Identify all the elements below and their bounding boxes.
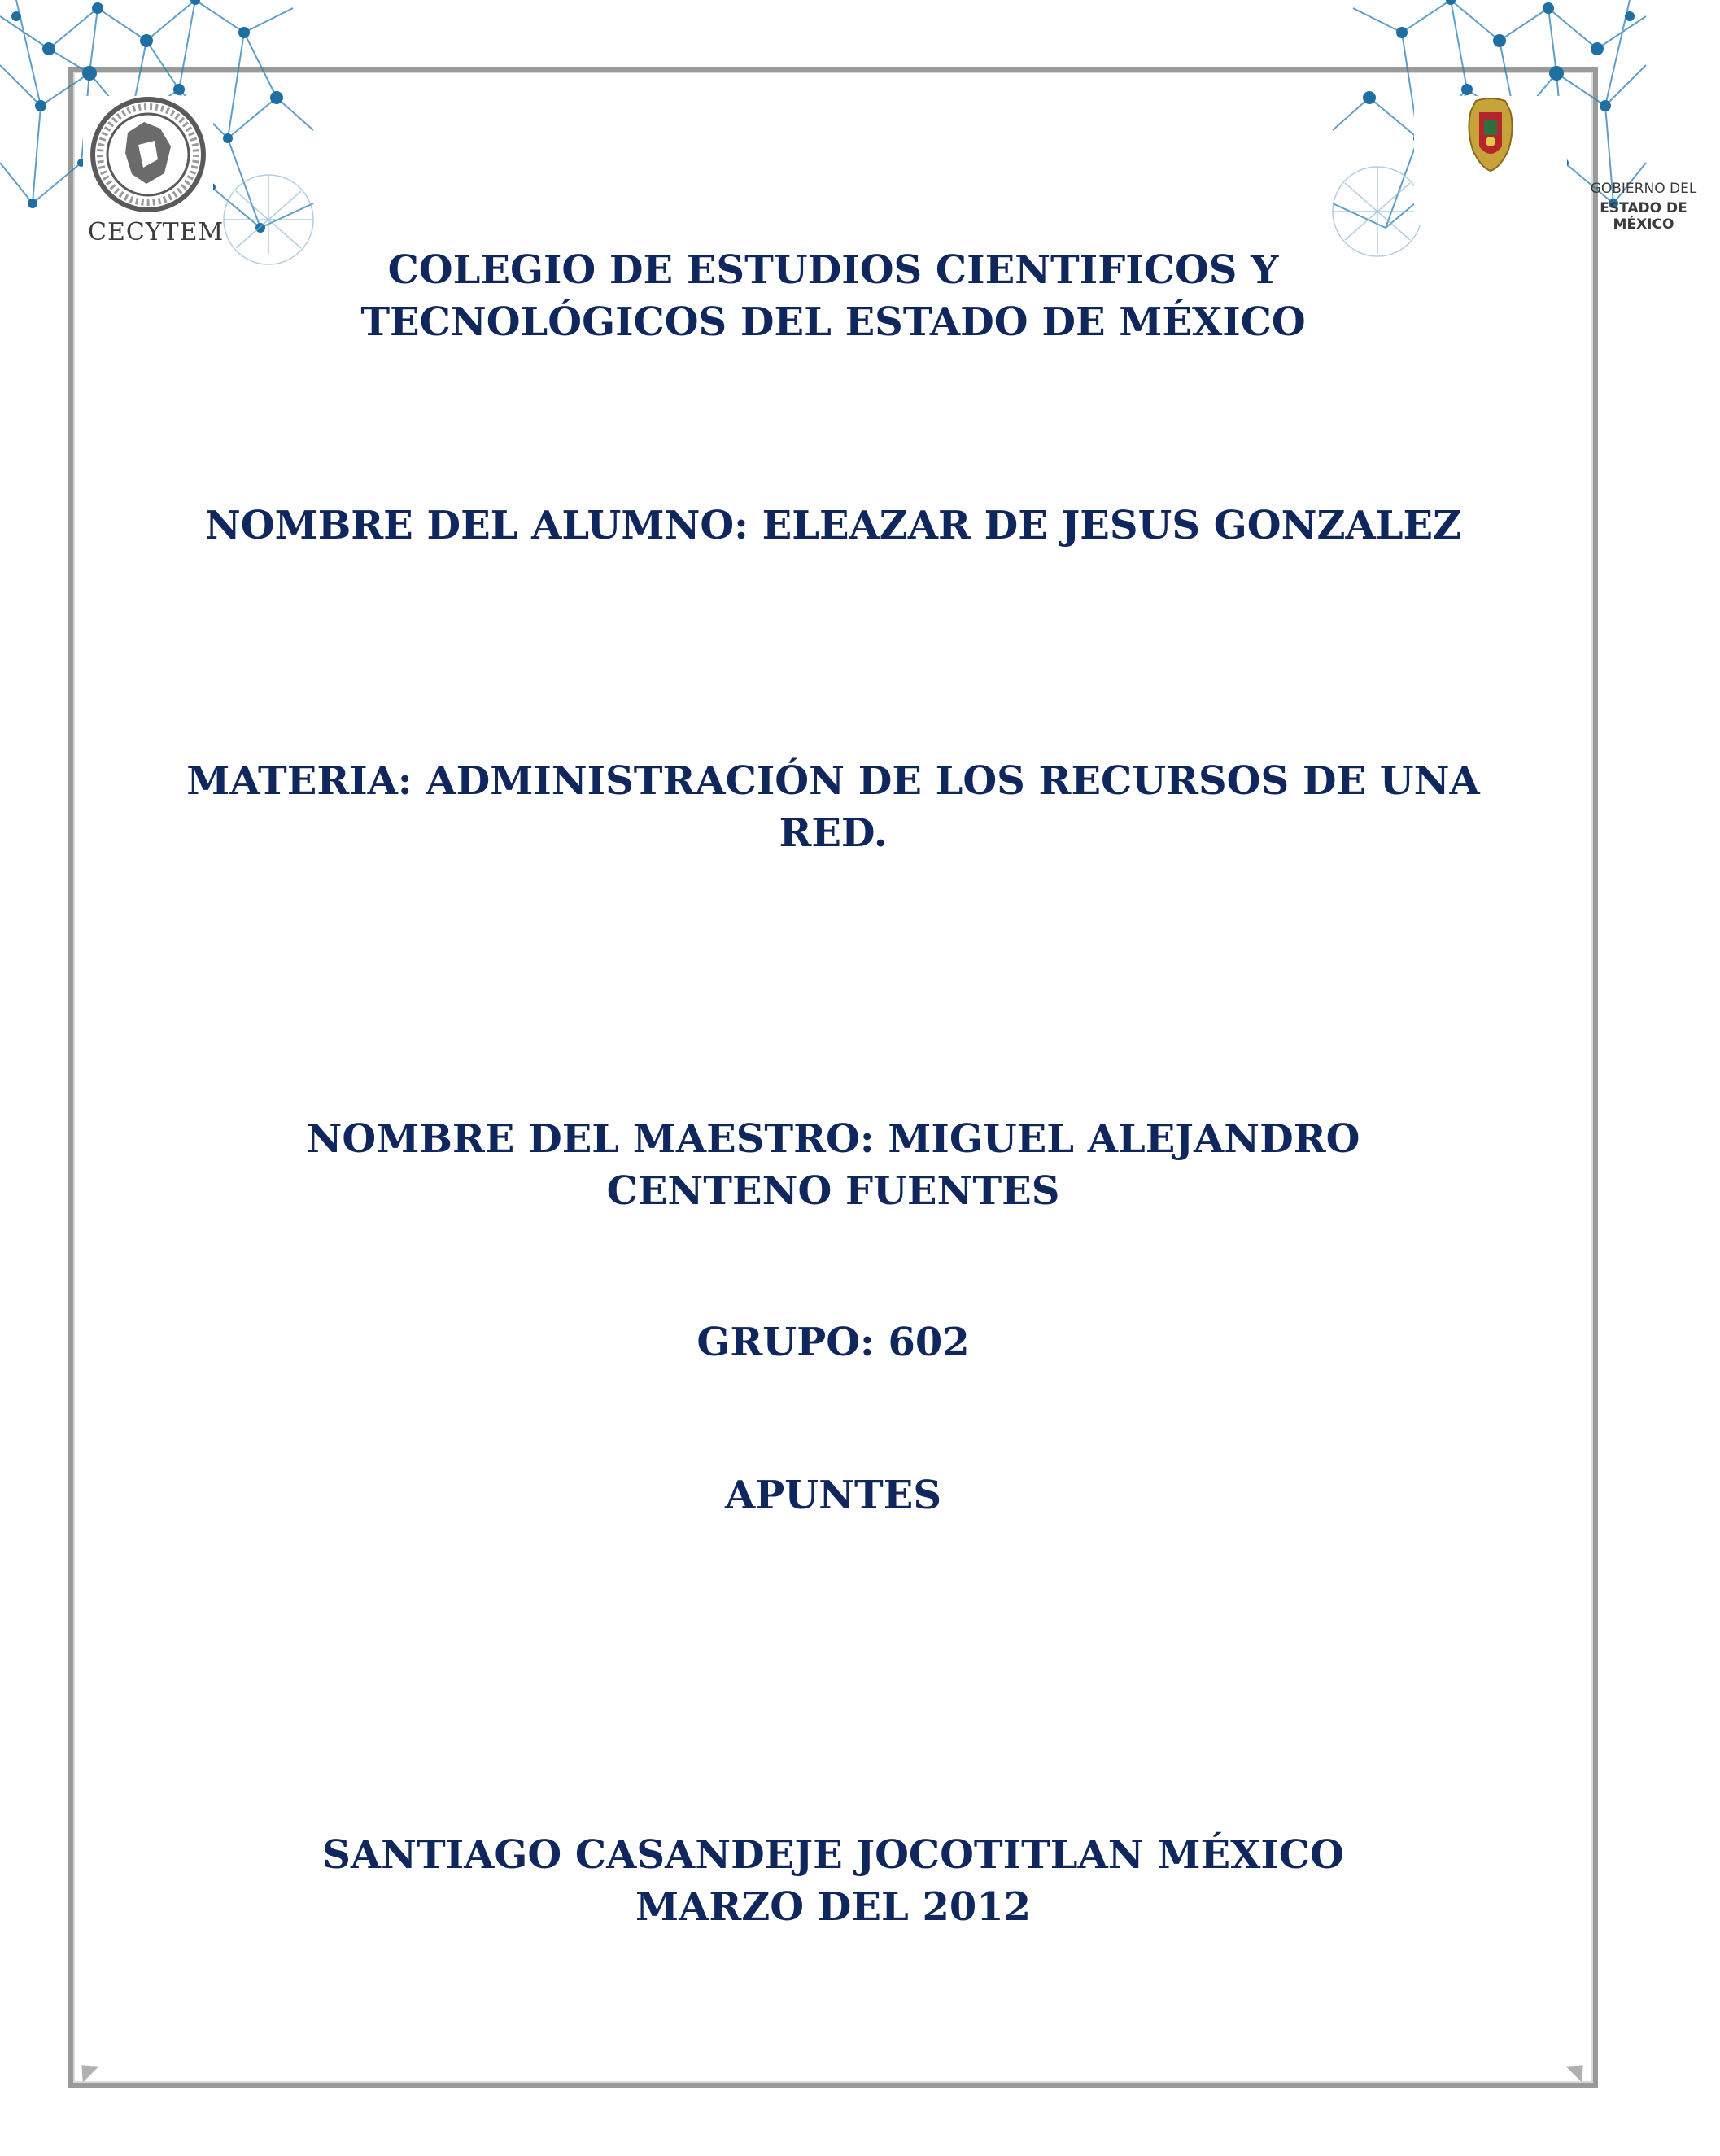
cecytem-logo-icon <box>83 96 213 218</box>
institution-line-1: COLEGIO DE ESTUDIOS CIENTIFICOS Y <box>387 247 1279 293</box>
group-line: GRUPO: 602 <box>696 1320 970 1365</box>
cecytem-logo <box>83 96 225 251</box>
subject <box>179 755 1487 859</box>
gobierno-estado-mexico-logo <box>1414 96 1697 233</box>
place-line: SANTIAGO CASANDEJE JOCOTITLAN MÉXICO <box>322 1832 1344 1878</box>
place-and-date <box>179 1829 1487 1933</box>
student-line: NOMBRE DEL ALUMNO: ELEAZAR DE JESUS GONZALEZ <box>204 503 1462 548</box>
student-name <box>179 500 1487 552</box>
document-type-line: APUNTES <box>724 1473 942 1518</box>
gobierno-logo-line2: ESTADO DE MÉXICO <box>1600 200 1687 233</box>
subject-line-1: MATERIA: ADMINISTRACIÓN DE LOS RECURSOS DE UNA <box>186 758 1480 804</box>
gobierno-logo-line1: GOBIERNO DEL <box>1590 181 1697 197</box>
estado-mexico-shield-icon <box>1414 96 1567 177</box>
page-border <box>68 67 1598 2088</box>
document-type <box>179 1469 1487 1521</box>
teacher-name <box>179 1113 1487 1217</box>
teacher-line-2: CENTENO FUENTES <box>606 1168 1060 1214</box>
date-line: MARZO DEL 2012 <box>635 1884 1032 1930</box>
subject-line-2: RED. <box>779 810 888 856</box>
institution-line-2: TECNOLÓGICOS DEL ESTADO DE MÉXICO <box>360 299 1306 345</box>
institution-name <box>179 244 1487 348</box>
group <box>179 1316 1487 1368</box>
cecytem-logo-label: CECYTEM <box>88 218 225 247</box>
teacher-line-1: NOMBRE DEL MAESTRO: MIGUEL ALEJANDRO <box>306 1116 1360 1162</box>
